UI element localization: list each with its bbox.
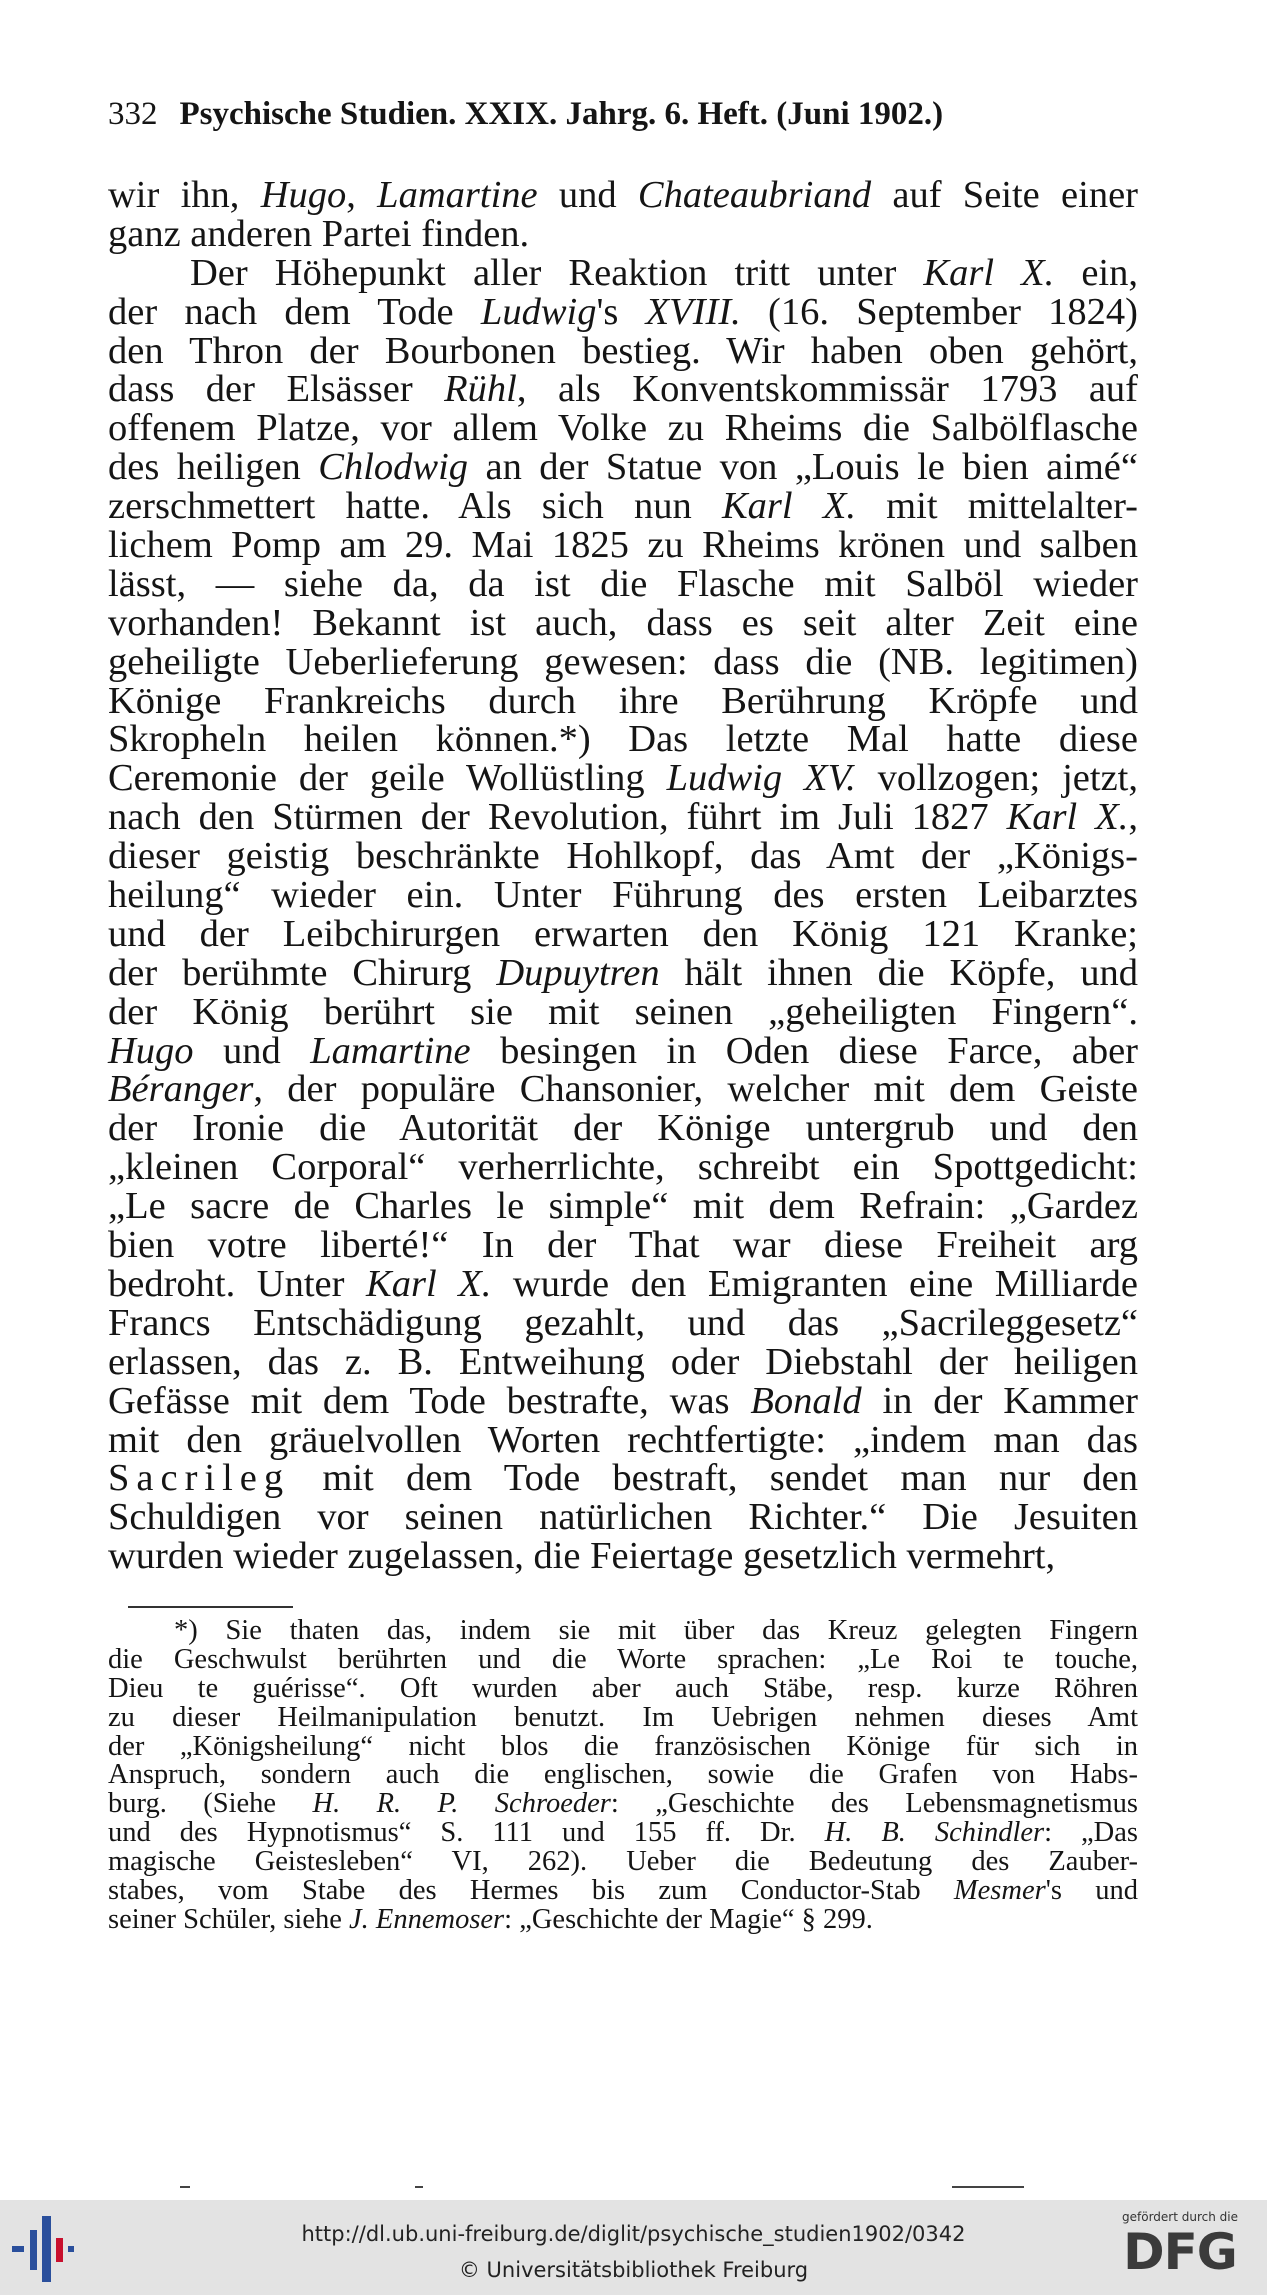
text-line xyxy=(108,1537,1138,1576)
text-run: 's xyxy=(596,290,646,333)
text-line xyxy=(108,1340,1138,1383)
text-run: erlassen, das z. B. Entweihung oder Diebstahl der heiligen xyxy=(108,1340,1138,1383)
text-run: Gefässe mit dem Tode bestrafte, was xyxy=(108,1379,751,1422)
viewer-footer xyxy=(0,2200,1267,2295)
italic-name: Karl X. xyxy=(366,1262,492,1305)
text-line xyxy=(108,409,1138,448)
italic-name: Karl X. xyxy=(923,251,1055,294)
footnote xyxy=(108,1617,1138,1935)
italic-name: J. Ennemoser xyxy=(349,1903,505,1935)
italic-name: Rühl xyxy=(444,368,517,411)
footnote-separator xyxy=(128,1606,293,1608)
text-run: auf Seite einer xyxy=(871,174,1138,216)
text-line xyxy=(108,1418,1138,1461)
text-run: 's und xyxy=(1045,1875,1138,1907)
text-line xyxy=(108,526,1138,565)
footnote-line xyxy=(108,1819,1138,1848)
italic-name: XVIII. xyxy=(645,290,741,333)
text-line xyxy=(108,1459,1138,1498)
text-line xyxy=(108,640,1138,683)
text-line xyxy=(108,448,1138,487)
italic-name: H. B. Schindler xyxy=(824,1817,1045,1849)
text-run: zu dieser Heilmanipulation benutzt. Im Uebrigen nehmen dieses Amt xyxy=(108,1701,1138,1733)
text-run: zerschmettert hatte. Als sich nun xyxy=(108,485,722,528)
text-run: lichem Pomp am 29. Mai 1825 zu Rheims krönen und salben xyxy=(108,524,1138,567)
text-run: vollzogen; jetzt, xyxy=(855,757,1138,800)
footnote-line xyxy=(108,1877,1138,1906)
running-header xyxy=(108,96,1148,140)
footnote-line xyxy=(108,1701,1138,1733)
text-line xyxy=(108,912,1138,955)
footnote-line xyxy=(108,1848,1138,1877)
text-line xyxy=(108,487,1138,526)
text-run: Anspruch, sondern auch die englischen, sowie die Grafen von Habs- xyxy=(108,1759,1138,1791)
text-run: Skropheln heilen können.*) Das letzte Mal hatte diese xyxy=(108,718,1138,761)
running-title: Psychische Studien. XXIX. Jahrg. 6. Heft. (Juni 1902.) xyxy=(179,96,944,132)
text-run: seiner Schüler, siehe xyxy=(108,1903,350,1935)
italic-name: Lamartine xyxy=(377,174,538,216)
footnote-line xyxy=(108,1617,1138,1646)
text-line xyxy=(108,1148,1138,1187)
text-line xyxy=(108,601,1138,644)
text-line xyxy=(108,1070,1138,1109)
text-run: der nach dem Tode xyxy=(108,290,481,333)
footnote-line xyxy=(108,1730,1138,1762)
text-run: des heiligen xyxy=(108,446,319,489)
text-run: und xyxy=(193,1029,311,1072)
text-run: Ceremonie der geile Wollüstling xyxy=(108,757,667,800)
text-run: den Thron der Bourbonen bestieg. Wir haben oben gehört, xyxy=(108,329,1138,372)
text-line xyxy=(108,1262,1138,1305)
italic-name: Lamartine xyxy=(310,1029,471,1072)
dfg-logo-text: DFG xyxy=(1123,2223,1237,2281)
text-line xyxy=(108,329,1138,372)
document-url-link[interactable]: http://dl.ub.uni-freiburg.de/diglit/psychische_studien1902/0342 xyxy=(301,2222,966,2246)
text-line xyxy=(108,1226,1138,1265)
text-run: besingen in Oden diese Farce, aber xyxy=(470,1029,1139,1072)
text-run: burg. (Siehe xyxy=(108,1788,313,1820)
text-line xyxy=(108,1187,1138,1226)
copyright-text: © Universitätsbibliothek Freiburg xyxy=(458,2258,809,2282)
text-line xyxy=(108,798,1138,837)
text-line xyxy=(108,1029,1139,1072)
italic-name: Ludwig XV. xyxy=(666,757,856,800)
text-run: offenem Platze, vor allem Volke zu Rheims die Salbölflasche xyxy=(108,407,1138,450)
text-run: nach den Stürmen der Revolution, führt im Juli 1827 xyxy=(108,796,1007,839)
text-line xyxy=(108,370,1138,409)
text-line xyxy=(108,1109,1138,1148)
footnote-line xyxy=(108,1903,1138,1935)
text-line xyxy=(108,1301,1138,1344)
text-run: Francs Entschädigung gezahlt, und das „Sacrileggesetz“ xyxy=(108,1301,1138,1344)
text-run: an der Statue von „Louis le bien aimé“ xyxy=(468,446,1138,489)
text-run: lässt, — siehe da, da ist die Flasche mit Salböl wieder xyxy=(108,562,1138,605)
italic-name: Hugo xyxy=(260,174,347,216)
text-run: geheiligte Ueberlieferung gewesen: dass die (NB. legitimen) xyxy=(108,640,1138,683)
text-run: : „Das xyxy=(1044,1817,1138,1849)
text-run: „Le sacre de Charles le simple“ mit dem Refrain: „Gardez xyxy=(108,1185,1138,1228)
italic-name: Dupuytren xyxy=(496,951,660,994)
text-run: bedroht. Unter xyxy=(108,1262,367,1305)
italic-name: Chlodwig xyxy=(318,446,469,489)
text-run: mit den gräuelvollen Worten rechtfertigte: „indem man das xyxy=(108,1418,1138,1461)
text-line xyxy=(108,951,1138,994)
text-line xyxy=(108,990,1138,1033)
text-run: in der Kammer xyxy=(861,1379,1138,1422)
text-run: der Ironie die Autorität der Könige untergrub und den xyxy=(108,1107,1138,1150)
text-line xyxy=(108,720,1138,759)
text-run: *) Sie thaten das, indem sie mit über das Kreuz gelegten Fingern xyxy=(174,1615,1138,1646)
text-run: mit dem Tode bestraft, sendet man nur den xyxy=(290,1457,1138,1500)
text-line xyxy=(108,251,1138,294)
italic-name: Bonald xyxy=(750,1379,862,1422)
text-run: die Geschwulst berührten und die Worte sprachen: „Le Roi te touche, xyxy=(108,1643,1138,1675)
text-run: wir ihn, xyxy=(108,174,261,216)
text-run: (16. September 1824) xyxy=(740,290,1138,333)
text-run: magische Geistesleben“ VI, 262). Ueber die Bedeutung des Zauber- xyxy=(108,1846,1138,1878)
text-run: wurde den Emigranten eine Milliarde xyxy=(491,1262,1138,1305)
italic-name: Mesmer xyxy=(953,1875,1046,1907)
text-run: hält ihnen die Köpfe, und xyxy=(659,951,1138,994)
text-run: der König berührt sie mit seinen „geheiligten Fingern“. xyxy=(108,990,1138,1033)
text-run: und der Leibchirurgen erwarten den König 121 Kranke; xyxy=(108,912,1138,955)
text-run: der „Königsheilung“ nicht blos die französischen Könige für sich in xyxy=(108,1730,1138,1762)
funding-note: gefördert durch die xyxy=(1122,2210,1238,2224)
text-line xyxy=(108,212,1138,255)
text-run: , xyxy=(346,174,378,216)
main-text xyxy=(108,176,1138,1576)
text-run: vorhanden! Bekannt ist auch, dass es seit alter Zeit eine xyxy=(108,601,1138,644)
text-run: Dieu te guérisse“. Oft wurden aber auch Stäbe, resp. kurze Röhren xyxy=(108,1672,1138,1704)
italic-name: Hugo xyxy=(108,1029,194,1072)
page-number: 332 xyxy=(108,96,158,132)
italic-name: Ludwig xyxy=(480,290,597,333)
text-run: wurden wieder zugelassen, die Feiertage gesetzlich vermehrt, xyxy=(108,1535,1056,1578)
text-line xyxy=(108,759,1138,798)
text-run: und des Hypnotismus“ S. 111 und 155 ff. Dr. xyxy=(108,1817,825,1849)
text-line xyxy=(108,679,1138,722)
text-run: der berühmte Chirurg xyxy=(108,951,497,994)
text-run: , xyxy=(1128,796,1138,839)
scan-marks xyxy=(0,2180,1267,2200)
text-run: : „Geschichte der Magie“ § 299. xyxy=(504,1903,873,1935)
footnote-line xyxy=(108,1643,1138,1675)
text-line xyxy=(108,876,1138,915)
text-line xyxy=(108,837,1138,876)
text-run: dass der Elsässer xyxy=(108,368,445,411)
text-line xyxy=(108,176,1138,215)
text-run: stabes, vom Stabe des Hermes bis zum Conductor-Stab xyxy=(108,1875,954,1907)
text-run: Könige Frankreichs durch ihre Berührung Kröpfe und xyxy=(108,679,1138,722)
dfg-logo[interactable] xyxy=(1109,2210,1251,2290)
italic-name: Karl X. xyxy=(722,485,856,528)
text-run: dieser geistig beschränkte Hohlkopf, das Amt der „Königs- xyxy=(108,835,1138,878)
text-run: und xyxy=(537,174,638,216)
text-line xyxy=(108,1498,1138,1537)
text-run: „kleinen Corporal“ verherrlichte, schreibt ein Spottgedicht: xyxy=(108,1146,1138,1189)
footnote-line xyxy=(108,1672,1138,1704)
text-run: ein, xyxy=(1054,251,1138,294)
text-run: ganz anderen Partei finden. xyxy=(108,212,530,255)
text-run: Schuldigen vor seinen natürlichen Richter.“ Die Jesuiten xyxy=(108,1496,1138,1539)
text-run: mit mittelalter- xyxy=(855,485,1138,528)
footnote-line xyxy=(108,1790,1138,1819)
footnote-line xyxy=(108,1761,1138,1790)
italic-name: Karl X. xyxy=(1006,796,1129,839)
text-run: heilung“ wieder ein. Unter Führung des ersten Leibarztes xyxy=(108,874,1138,917)
italic-name: Chateaubriand xyxy=(637,174,872,216)
text-run: bien votre liberté!“ In der That war diese Freiheit arg xyxy=(108,1224,1138,1267)
italic-name: Béranger xyxy=(108,1068,254,1111)
text-line xyxy=(108,1379,1138,1422)
text-run: , als Konventskommissär 1793 auf xyxy=(516,368,1138,411)
italic-name: H. R. P. Schroeder xyxy=(312,1788,611,1820)
text-line xyxy=(108,562,1138,605)
text-run: : „Geschichte des Lebensmagnetismus xyxy=(610,1788,1138,1820)
spaced-emphasis: Sacrileg xyxy=(108,1457,291,1500)
text-line xyxy=(108,290,1138,333)
text-run: Der Höhepunkt aller Reaktion tritt unter xyxy=(190,251,924,294)
text-run: , der populäre Chansonier, welcher mit dem Geiste xyxy=(253,1068,1138,1111)
